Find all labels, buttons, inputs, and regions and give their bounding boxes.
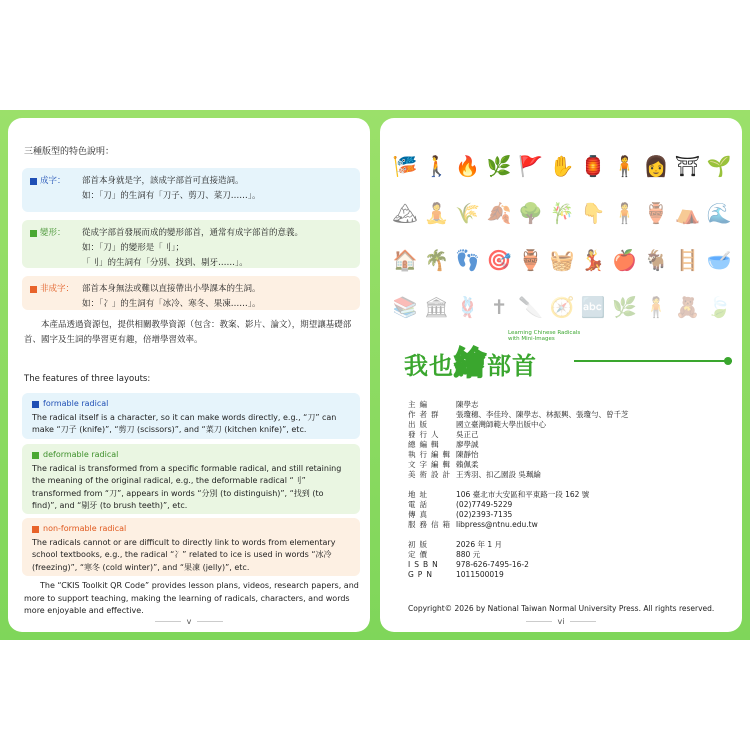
radical-picture-icon: 🏺 — [643, 200, 669, 225]
credit-value: 廖學誠 — [456, 440, 479, 449]
credit-label: 作者群 — [408, 410, 443, 419]
credit-label: 文字編輯 — [408, 460, 454, 469]
credit-value: (02)7749-5229 — [456, 500, 513, 509]
en-paragraph: The “CKIS Toolkit QR Code” provides lesson plans, videos, research papers, and more to support teaching, making the learning of radicals, characters, and words more enjoyable and effective. — [24, 581, 359, 615]
radical-picture-icon: 🎏 — [392, 153, 418, 178]
zh-tag: 非成字： — [40, 284, 75, 294]
credit-row — [408, 440, 728, 450]
radical-picture-icon: 🧍 — [612, 200, 638, 225]
radical-picture-icon: 🌱 — [706, 153, 732, 178]
page-number: v — [8, 617, 370, 626]
icon-row — [392, 283, 732, 330]
en-tag: non-formable radical — [43, 524, 127, 533]
credit-row — [408, 490, 728, 500]
zh-example-2: 「刂」的生詞有「分別、找到、剔牙……」。 — [82, 258, 248, 268]
credit-row — [408, 420, 728, 430]
radical-icon-grid — [392, 142, 732, 330]
radical-picture-icon: 🏺 — [518, 247, 544, 272]
credit-value: 106 臺北市大安區和平東路一段 162 號 — [456, 490, 590, 499]
square-bullet-icon — [30, 286, 37, 293]
credit-label: 發行人 — [408, 430, 443, 439]
credit-label: 初版 — [408, 540, 431, 549]
icon-row — [392, 189, 732, 236]
radical-picture-icon: 🧭 — [549, 294, 575, 319]
credit-row — [408, 540, 728, 550]
radical-picture-icon: 🌿 — [486, 153, 512, 178]
credit-row — [408, 550, 728, 560]
credit-label: 主編 — [408, 400, 431, 409]
radical-picture-icon: 🚶 — [423, 153, 449, 178]
radical-picture-icon: 👩 — [643, 153, 669, 178]
credit-row — [408, 410, 728, 420]
radical-picture-icon: 👇 — [580, 200, 606, 225]
left-page — [8, 118, 370, 632]
book-title — [404, 330, 734, 380]
radical-picture-icon: 🧍 — [612, 153, 638, 178]
zh-box-nonformable — [22, 276, 360, 310]
page-number: vi — [380, 617, 742, 626]
zh-paragraph: 本產品透過資源包，提供相關教學資源（包含：教案、影片、論文），期望讓基礎部首、國字及生詞的學習更有趣，倍增學習效率。 — [24, 320, 352, 345]
zh-tag: 成字： — [40, 176, 66, 186]
en-tag: deformable radical — [43, 450, 119, 459]
zh-example: 如：「刀」的變形是「刂」； — [82, 243, 185, 253]
credit-row — [408, 450, 728, 460]
radical-picture-icon: 🔥 — [455, 153, 481, 178]
radical-picture-icon: 🧍 — [643, 294, 669, 319]
credit-value: 陳靜怡 — [456, 450, 479, 459]
radical-picture-icon: 🌴 — [423, 247, 449, 272]
credit-label: GPN — [408, 570, 436, 579]
subtitle-line-1: Learning Chinese Radicals — [508, 330, 581, 336]
en-box-nonformable — [22, 518, 360, 576]
radical-picture-icon: 🍃 — [706, 294, 732, 319]
radical-picture-icon: 🏛 — [423, 294, 450, 319]
icon-row — [392, 236, 732, 283]
right-page — [380, 118, 742, 632]
credit-label: 總編輯 — [408, 440, 443, 449]
credit-value: 2026 年 1 月 — [456, 540, 503, 549]
title-part1: 我也 — [404, 352, 454, 380]
credits-block — [408, 400, 728, 580]
radical-picture-icon: 🍎 — [612, 247, 638, 272]
radical-picture-icon: 🌾 — [455, 200, 481, 225]
radical-picture-icon: 🎯 — [486, 247, 512, 272]
title-subtitle — [508, 330, 580, 342]
square-bullet-icon — [30, 178, 37, 185]
credit-value: 張瓊穗、李佳玲、陳學志、林振興、張瓊勻、曾千芝 — [456, 410, 629, 419]
zh-text: 部首本身就是字，該成字部首可直接造詞。 — [82, 176, 244, 186]
zh-example: 如：「冫」的生詞有「冰冷、寒冬、果凍……」。 — [82, 299, 261, 309]
credit-value: 978-626-7495-16-2 — [456, 560, 529, 569]
zh-heading: 三種版型的特色說明： — [24, 147, 115, 157]
radical-picture-icon: ✋ — [549, 153, 575, 178]
credit-row — [408, 400, 728, 410]
credit-value: 陳學志 — [456, 400, 479, 409]
en-text: The radical is transformed from a specific formable radical, and still retaining the meaning of the original radical, e.g., the deformable radical “刂” transformed from “刀”, appears in words “分別 (to distinguish)”, “找到 (to find)”, and “剔牙 (to brush teeth)”, etc. — [32, 463, 342, 510]
title-underline — [574, 360, 732, 362]
radical-picture-icon: 🐐 — [643, 247, 669, 272]
zh-tag: 變形： — [40, 228, 66, 238]
credit-label: 定價 — [408, 550, 431, 559]
radical-picture-icon: ⛩ — [674, 153, 701, 178]
icon-row — [392, 142, 732, 189]
credit-label: 服務信箱 — [408, 520, 454, 529]
radical-picture-icon: 🍂 — [486, 200, 512, 225]
credit-row — [408, 460, 728, 470]
radical-picture-icon: 🧘 — [423, 200, 449, 225]
zh-text: 從成字部首發展而成的變形部首，通常有成字部首的意義。 — [82, 228, 304, 238]
credit-label: 美術設計 — [408, 470, 454, 479]
radical-picture-icon: 💃 — [580, 247, 606, 272]
credit-value: (02)2393-7135 — [456, 510, 513, 519]
title-part2: 部首 — [487, 352, 538, 380]
credit-row — [408, 560, 728, 570]
credit-row — [408, 510, 728, 520]
radical-picture-icon: 🧸 — [675, 294, 700, 319]
credit-value: 賴佩柔 — [456, 460, 479, 469]
square-bullet-icon — [30, 230, 37, 237]
radical-picture-icon: 🎋 — [549, 200, 575, 225]
subtitle-line-2: with Mini-Images — [508, 336, 555, 342]
credit-row — [408, 570, 728, 580]
radical-picture-icon: 🏠 — [392, 247, 418, 272]
radical-picture-icon: 🌊 — [706, 200, 732, 225]
credit-label: 傳真 — [408, 510, 431, 519]
en-tag: formable radical — [43, 399, 109, 408]
en-text: The radicals cannot or are difficult to directly link to words from elementary school textbooks, e.g., the radical “冫” related to ice is used in words “冰冷 (freezing)”, “寒冬 (cold winter)”, and “果凍 (jelly)”, etc. — [32, 537, 336, 572]
credit-row — [408, 500, 728, 510]
copyright: Copyright© 2026 by National Taiwan Normal University Press. All rights reserved. — [408, 604, 715, 613]
credit-label: ISBN — [408, 560, 442, 569]
credit-value: 吳正己 — [456, 430, 479, 439]
radical-picture-icon: 🔤 — [580, 294, 606, 319]
square-bullet-icon — [32, 401, 39, 408]
en-box-deformable — [22, 444, 360, 514]
radical-picture-icon: 🚩 — [518, 153, 544, 178]
square-bullet-icon — [32, 452, 39, 459]
radical-picture-icon: 🌳 — [518, 200, 544, 225]
radical-picture-icon: ⛺ — [675, 200, 700, 225]
radical-picture-icon: 🏔 — [392, 200, 418, 225]
credit-value: 國立臺灣師範大學出版中心 — [456, 420, 546, 429]
book-spread — [0, 110, 750, 640]
zh-text: 部首本身無法或難以直接帶出小學課本的生詞。 — [82, 284, 261, 294]
en-heading: The features of three layouts: — [24, 374, 151, 384]
credit-label: 電話 — [408, 500, 431, 509]
radical-picture-icon: 🔪 — [518, 294, 544, 319]
credit-value: libpress@ntnu.edu.tw — [456, 520, 538, 529]
radical-picture-icon: 🏮 — [580, 153, 606, 178]
zh-box-formable — [22, 168, 360, 212]
credit-row — [408, 520, 728, 530]
credit-value: 王秀羽、扣乙園設 吳珮綸 — [456, 470, 541, 479]
credit-value: 1011500019 — [456, 570, 504, 579]
radical-picture-icon: 🧺 — [549, 247, 575, 272]
credit-label: 出版 — [408, 420, 431, 429]
en-box-formable — [22, 393, 360, 439]
radical-picture-icon: 🥣 — [706, 247, 732, 272]
zh-example: 如：「刀」的生詞有「刀子、剪刀、菜刀……」。 — [82, 191, 261, 201]
zh-box-deformable — [22, 220, 360, 268]
square-bullet-icon — [32, 526, 39, 533]
credit-value: 880 元 — [456, 550, 481, 559]
credit-row — [408, 470, 728, 480]
radical-picture-icon: ✝ — [490, 294, 508, 319]
credit-label: 執行編輯 — [408, 450, 454, 459]
radical-picture-icon: 📚 — [392, 294, 418, 319]
radical-picture-icon: 👣 — [455, 247, 481, 272]
radical-picture-icon: 🪜 — [675, 247, 700, 272]
radical-picture-icon: 🪢 — [455, 294, 481, 319]
en-text: The radical itself is a character, so it can make words directly, e.g., “刀” can make “刀子 (knife)”, “剪刀 (scissors)”, and “菜刀 (kitchen knife)”, etc. — [32, 412, 337, 434]
credit-label: 地址 — [408, 490, 431, 499]
title-big-char: 繪 — [454, 344, 488, 382]
radical-picture-icon: 🌿 — [612, 294, 638, 319]
credit-row — [408, 430, 728, 440]
